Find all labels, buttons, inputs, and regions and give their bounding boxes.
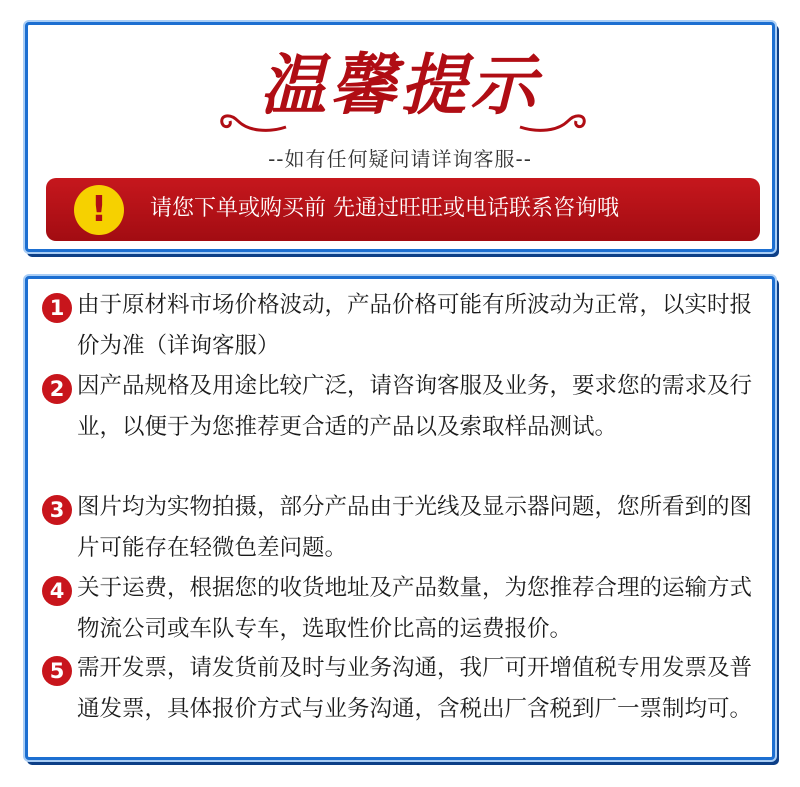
notice-text: 请您下单或购买前 先通过旺旺或电话联系咨询哦	[150, 196, 619, 221]
item-text: 需开发票，请发货前及时与业务沟通，我厂可开增值税专用发票及普通发票，具体报价方式与业务沟通，含税出厂含税到厂一票制均可。	[77, 655, 753, 722]
swirl-ornament-left-icon	[218, 105, 288, 135]
item-text: 由于原材料市场价格波动，产品价格可能有所波动为正常，以实时报价为准（详询客服）	[77, 292, 753, 359]
subtitle: --如有任何疑问请详询客服--	[268, 147, 532, 171]
notice-bar	[46, 178, 760, 241]
item-text: 关于运费，根据您的收货地址及产品数量，为您推荐合理的运输方式物流公司或车队专车，选取性价比高的运费报价。	[77, 575, 753, 642]
number-badge: 2	[42, 374, 72, 404]
list-item	[42, 487, 762, 568]
list-item	[42, 366, 762, 447]
list-item	[42, 568, 762, 649]
number-badge: 3	[42, 495, 72, 525]
warning-icon: !	[74, 185, 124, 235]
item-text: 图片均为实物拍摄，部分产品由于光线及显示器问题，您所看到的图片可能存在轻微色差问题。	[77, 494, 753, 561]
notice-panel	[25, 22, 775, 252]
list-item	[42, 285, 762, 366]
swirl-ornament-right-icon	[518, 105, 588, 135]
item-text: 因产品规格及用途比较广泛，请咨询客服及业务，要求您的需求及行业，以便于为您推荐更合适的产品以及索取样品测试。	[77, 373, 753, 440]
list-item	[42, 648, 762, 729]
number-badge: 1	[42, 293, 72, 323]
page-title: 温馨提示	[260, 46, 540, 124]
number-badge: 4	[42, 576, 72, 606]
number-badge: 5	[42, 656, 72, 686]
tips-panel	[25, 276, 775, 760]
